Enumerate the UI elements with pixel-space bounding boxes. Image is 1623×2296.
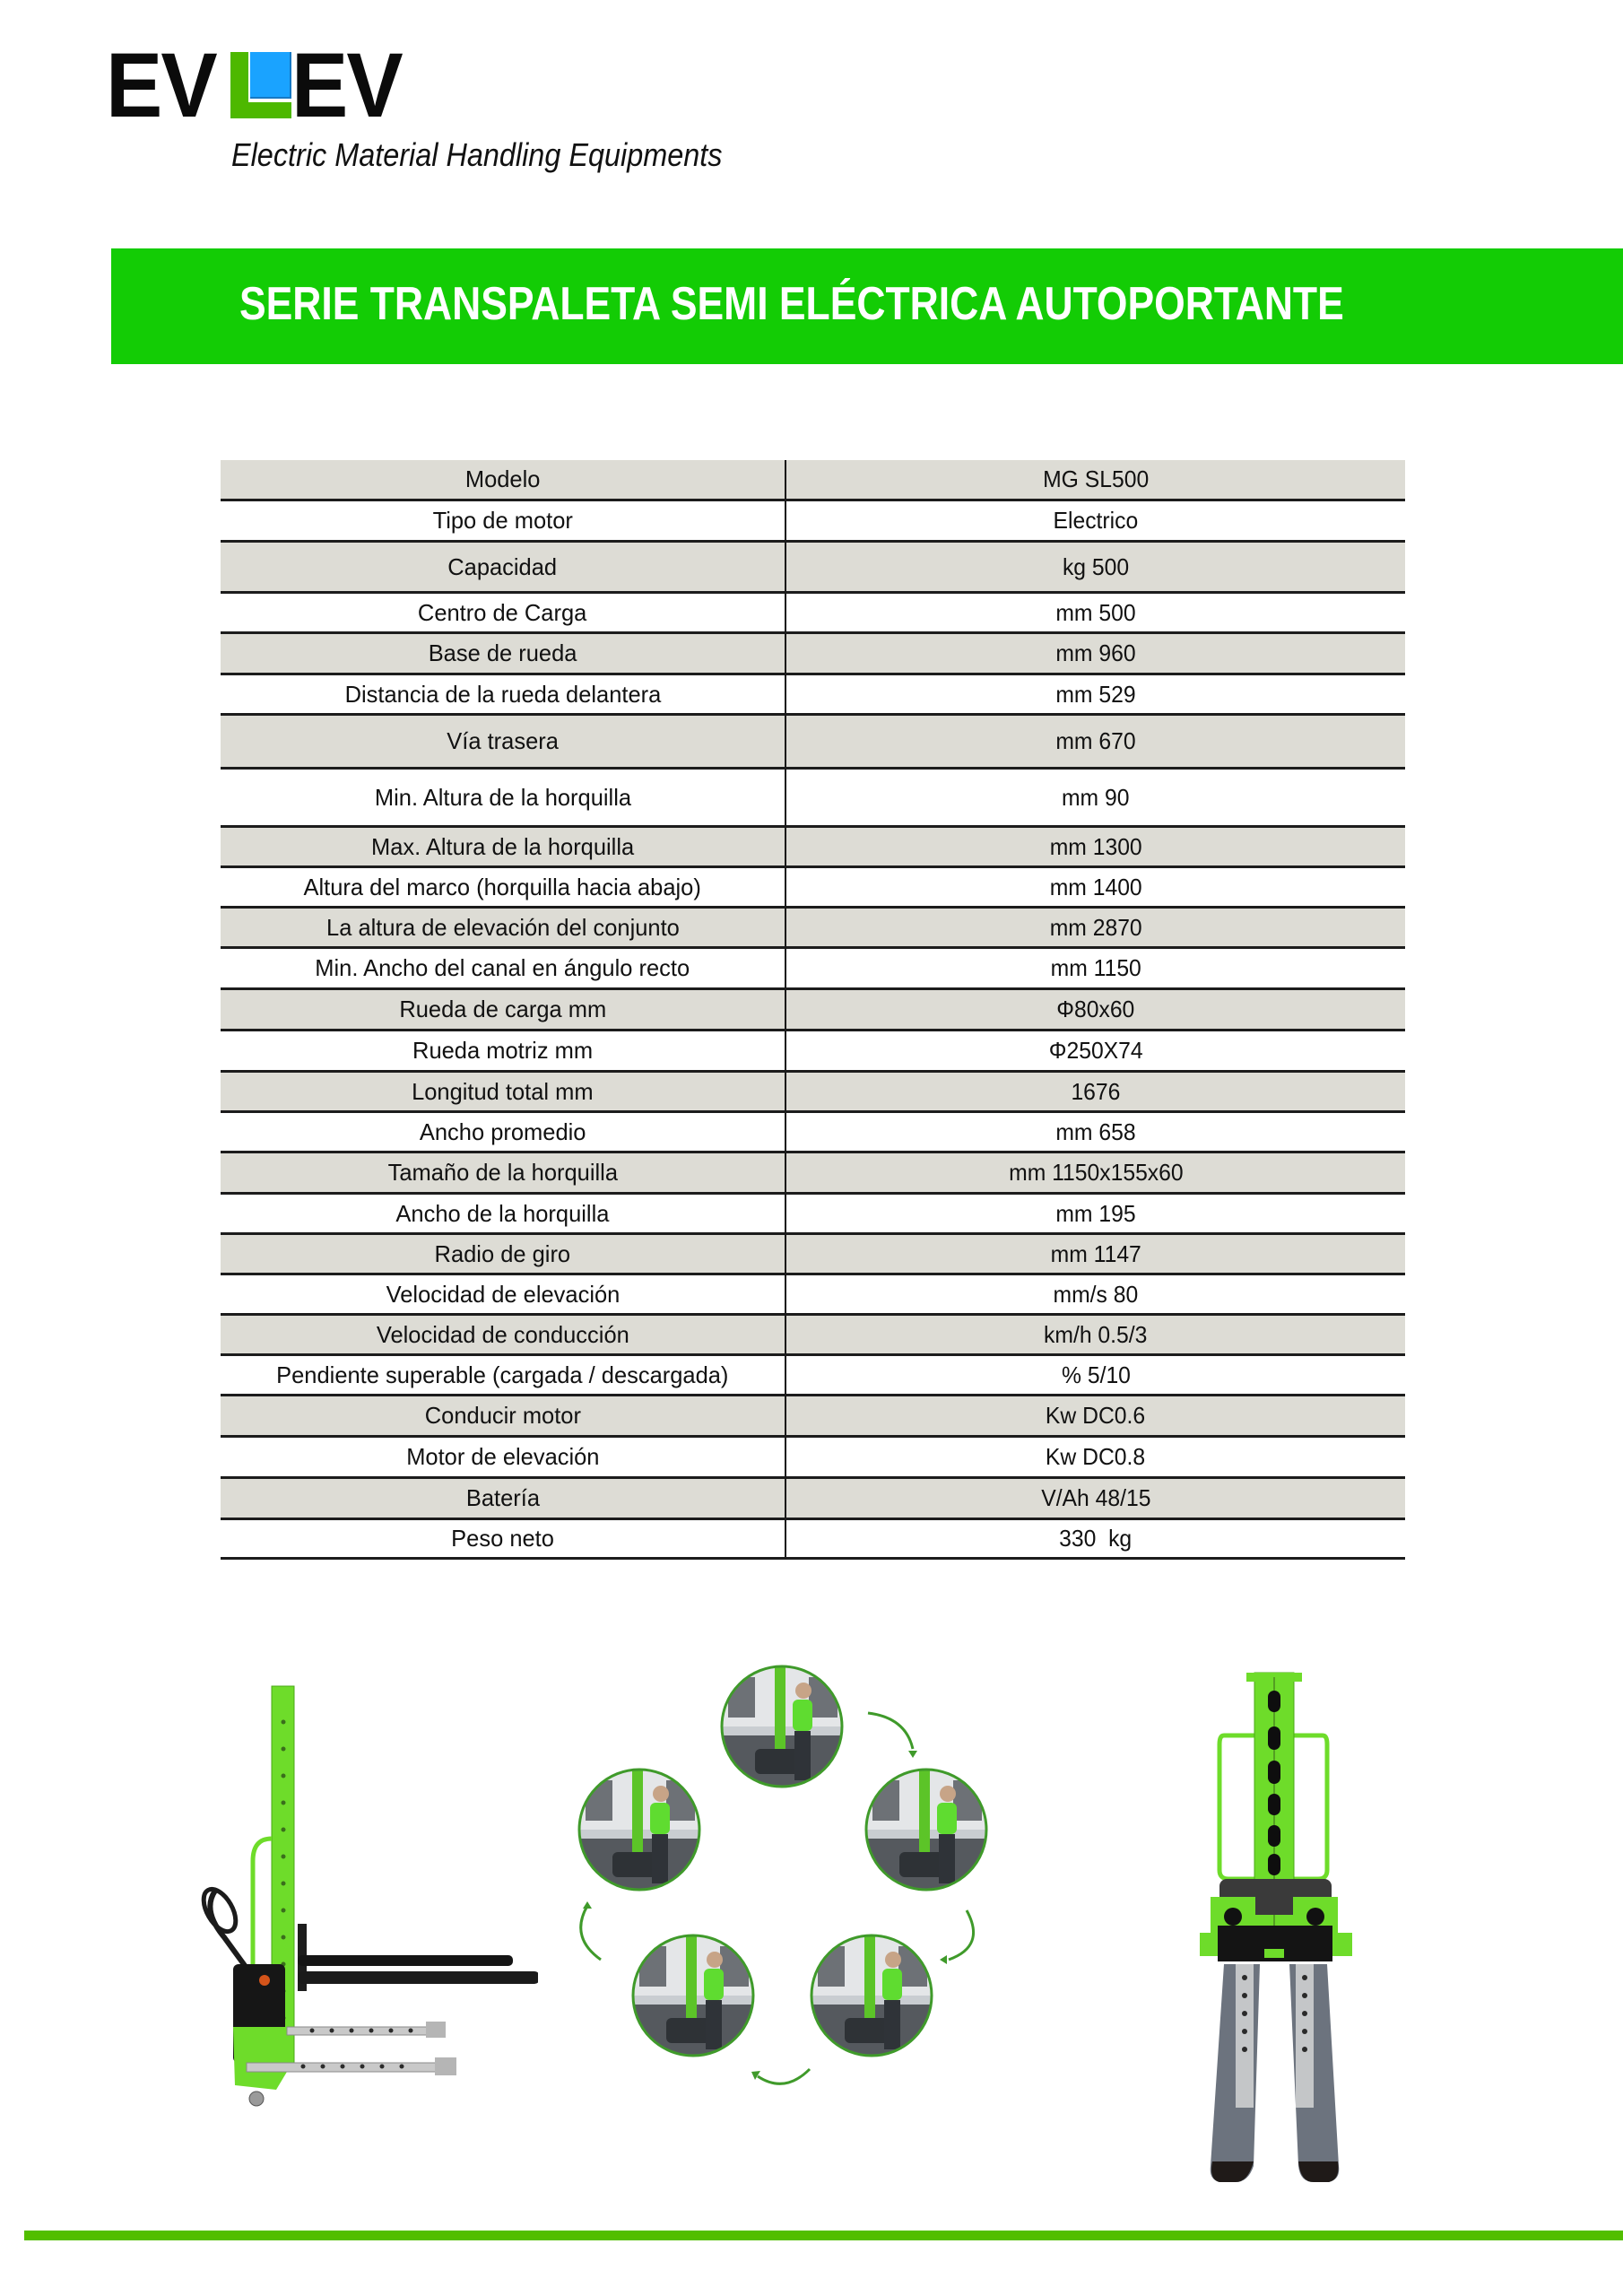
spec-row xyxy=(221,770,1405,828)
spec-label-cell xyxy=(221,1438,786,1476)
stacker-side-view-image xyxy=(197,1668,538,2170)
spec-label: Peso neto xyxy=(451,1525,554,1552)
spec-value: mm 1147 xyxy=(1050,1239,1141,1267)
spec-row xyxy=(221,1479,1405,1520)
spec-value-cell xyxy=(786,1356,1405,1394)
spec-value: mm 529 xyxy=(1055,680,1136,708)
spec-row xyxy=(221,1153,1405,1195)
spec-label: Altura del marco (horquilla hacia abajo) xyxy=(303,873,702,900)
spec-label-cell xyxy=(221,594,786,631)
spec-label: Ancho de la horquilla xyxy=(395,1199,610,1227)
arrow-3 xyxy=(758,2069,810,2083)
spec-label: Distancia de la rueda delantera xyxy=(344,680,661,708)
usage-sequence-image xyxy=(565,1650,1013,2117)
spec-label-cell xyxy=(221,770,786,825)
spec-label-cell xyxy=(221,1195,786,1232)
spec-label-cell xyxy=(221,1113,786,1151)
spec-row xyxy=(221,460,1405,501)
base-leg-lower xyxy=(247,2063,453,2072)
spec-value: mm 195 xyxy=(1055,1199,1136,1227)
spec-value-cell xyxy=(786,1031,1405,1070)
spec-row xyxy=(221,675,1405,716)
spec-value-cell xyxy=(786,990,1405,1029)
footer-divider xyxy=(24,2231,1623,2240)
spec-value-cell xyxy=(786,594,1405,631)
spec-label: Rueda motriz mm xyxy=(412,1037,594,1064)
spec-label-cell xyxy=(221,1356,786,1394)
spec-label: Rueda de carga mm xyxy=(399,996,606,1022)
spec-label-cell xyxy=(221,1235,786,1273)
spec-value: mm 1400 xyxy=(1049,873,1142,900)
spec-label: Motor de elevación xyxy=(405,1443,600,1470)
brand-logo xyxy=(106,34,416,136)
spec-value: mm 960 xyxy=(1055,639,1136,666)
spec-value-cell xyxy=(786,1396,1405,1435)
spec-label-cell xyxy=(221,716,786,767)
logo-l-mark xyxy=(230,52,291,118)
arrow-4 xyxy=(581,1906,601,1960)
guard-rail-front xyxy=(1219,1735,1255,1879)
spec-label-cell xyxy=(221,909,786,946)
logo-text-right: EV xyxy=(291,34,402,136)
spec-value-cell xyxy=(786,716,1405,767)
spec-value: mm 500 xyxy=(1055,598,1136,626)
spec-value: Φ250X74 xyxy=(1048,1037,1143,1064)
logo-text-left: EV xyxy=(106,34,216,136)
spec-value: Φ80x60 xyxy=(1056,996,1135,1022)
spec-label: La altura de elevación del conjunto xyxy=(325,913,680,941)
spec-label-cell xyxy=(221,460,786,499)
spec-row xyxy=(221,716,1405,770)
spec-value-cell xyxy=(786,949,1405,987)
spec-value: mm 658 xyxy=(1055,1118,1136,1145)
spec-value-cell xyxy=(786,1235,1405,1273)
spec-value: mm/s 80 xyxy=(1053,1280,1139,1308)
spec-row xyxy=(221,501,1405,543)
spec-value-cell xyxy=(786,1438,1405,1476)
spec-label: Conducir motor xyxy=(424,1402,581,1429)
spec-value: mm 1300 xyxy=(1049,832,1142,860)
spec-row xyxy=(221,828,1405,868)
spec-value: MG SL500 xyxy=(1042,465,1150,492)
spec-value: V/Ah 48/15 xyxy=(1040,1484,1151,1511)
spec-label: Radio de giro xyxy=(434,1239,571,1267)
spec-row xyxy=(221,949,1405,990)
spec-row xyxy=(221,1520,1405,1560)
spec-value: Electrico xyxy=(1053,507,1139,534)
spec-value-cell xyxy=(786,634,1405,673)
spec-row xyxy=(221,1275,1405,1316)
spec-row xyxy=(221,1235,1405,1275)
fork-lower xyxy=(298,1971,538,1984)
spec-value-cell xyxy=(786,1073,1405,1110)
spec-label-cell xyxy=(221,1479,786,1518)
spec-value-cell xyxy=(786,675,1405,713)
spec-label-cell xyxy=(221,501,786,540)
spec-value-cell xyxy=(786,1316,1405,1353)
title-banner xyxy=(111,248,1623,364)
spec-label-cell xyxy=(221,1073,786,1110)
spec-row xyxy=(221,1396,1405,1438)
spec-label: Modelo xyxy=(464,465,541,492)
spec-label-cell xyxy=(221,990,786,1029)
spec-row xyxy=(221,1073,1405,1113)
banner-title: SERIE TRANSPALETA SEMI ELÉCTRICA AUTOPORTANTE xyxy=(239,278,1344,330)
spec-label: Tamaño de la horquilla xyxy=(387,1159,618,1186)
spec-value-cell xyxy=(786,1153,1405,1192)
spec-row xyxy=(221,1195,1405,1235)
spec-value: % 5/10 xyxy=(1061,1361,1131,1388)
spec-row xyxy=(221,1356,1405,1396)
spec-value-cell xyxy=(786,1275,1405,1313)
spec-label: Base de rueda xyxy=(428,639,577,666)
spec-row xyxy=(221,909,1405,949)
spec-label-cell xyxy=(221,675,786,713)
spec-row xyxy=(221,1438,1405,1479)
spec-label-cell xyxy=(221,1275,786,1313)
spec-value: mm 1150 xyxy=(1050,954,1141,981)
spec-label-cell xyxy=(221,1396,786,1435)
spec-value-cell xyxy=(786,460,1405,499)
spec-value-cell xyxy=(786,501,1405,540)
spec-value: mm 90 xyxy=(1062,783,1130,811)
spec-value-cell xyxy=(786,770,1405,825)
arrow-2 xyxy=(949,1910,974,1960)
spec-label: Capacidad xyxy=(447,552,558,580)
spec-row xyxy=(221,634,1405,675)
spec-label-cell xyxy=(221,543,786,591)
spec-table xyxy=(221,460,1405,1560)
spec-label: Velocidad de conducción xyxy=(376,1320,629,1348)
spec-label-cell xyxy=(221,868,786,906)
spec-value: 330 kg xyxy=(1059,1525,1133,1552)
spec-row xyxy=(221,1113,1405,1153)
spec-label: Pendiente superable (cargada / descargada) xyxy=(276,1361,729,1388)
spec-label: Longitud total mm xyxy=(412,1077,594,1105)
spec-label-cell xyxy=(221,1520,786,1557)
sequence-step-3 xyxy=(809,1933,934,2058)
spec-label-cell xyxy=(221,634,786,673)
spec-row xyxy=(221,1031,1405,1073)
spec-label: Tipo de motor xyxy=(432,507,573,534)
spec-row xyxy=(221,594,1405,634)
spec-label: Velocidad de elevación xyxy=(386,1280,620,1308)
spec-value-cell xyxy=(786,1195,1405,1232)
spec-value: mm 670 xyxy=(1055,727,1136,754)
sequence-step-5 xyxy=(577,1767,702,1892)
spec-value: 1676 xyxy=(1071,1077,1121,1105)
spec-value: mm 1150x155x60 xyxy=(1008,1159,1184,1186)
caster-wheel xyxy=(249,2092,264,2106)
spec-label: Centro de Carga xyxy=(418,598,587,626)
spec-row xyxy=(221,990,1405,1031)
spec-label-cell xyxy=(221,1316,786,1353)
spec-value: km/h 0.5/3 xyxy=(1044,1320,1148,1348)
arrow-1 xyxy=(868,1713,913,1749)
sequence-step-4 xyxy=(630,1933,756,2058)
sequence-step-2 xyxy=(864,1767,989,1892)
tagline: Electric Material Handling Equipments xyxy=(231,136,723,173)
spec-value-cell xyxy=(786,1520,1405,1557)
stacker-front-view-image xyxy=(1193,1664,1363,2188)
spec-label: Min. Altura de la horquilla xyxy=(374,783,631,811)
spec-label: Min. Ancho del canal en ángulo recto xyxy=(315,954,690,981)
spec-value-cell xyxy=(786,543,1405,591)
fork-upper xyxy=(298,1955,513,1966)
spec-row xyxy=(221,1316,1405,1356)
spec-value: Kw DC0.8 xyxy=(1046,1443,1146,1470)
spec-label-cell xyxy=(221,828,786,865)
spec-label-cell xyxy=(221,1031,786,1070)
spec-row xyxy=(221,868,1405,909)
sequence-step-1 xyxy=(719,1664,845,1789)
spec-label: Batería xyxy=(465,1484,540,1511)
spec-label: Vía trasera xyxy=(447,727,559,754)
spec-label-cell xyxy=(221,949,786,987)
spec-value-cell xyxy=(786,868,1405,906)
spec-label: Ancho promedio xyxy=(419,1118,586,1145)
spec-value: kg 500 xyxy=(1062,552,1130,580)
spec-value-cell xyxy=(786,1113,1405,1151)
spec-value-cell xyxy=(786,909,1405,946)
spec-row xyxy=(221,543,1405,594)
spec-label: Max. Altura de la horquilla xyxy=(370,832,635,860)
spec-value: Kw DC0.6 xyxy=(1046,1402,1146,1429)
spec-label-cell xyxy=(221,1153,786,1192)
spec-value: mm 2870 xyxy=(1049,913,1142,941)
spec-value-cell xyxy=(786,828,1405,865)
spec-value-cell xyxy=(786,1479,1405,1518)
